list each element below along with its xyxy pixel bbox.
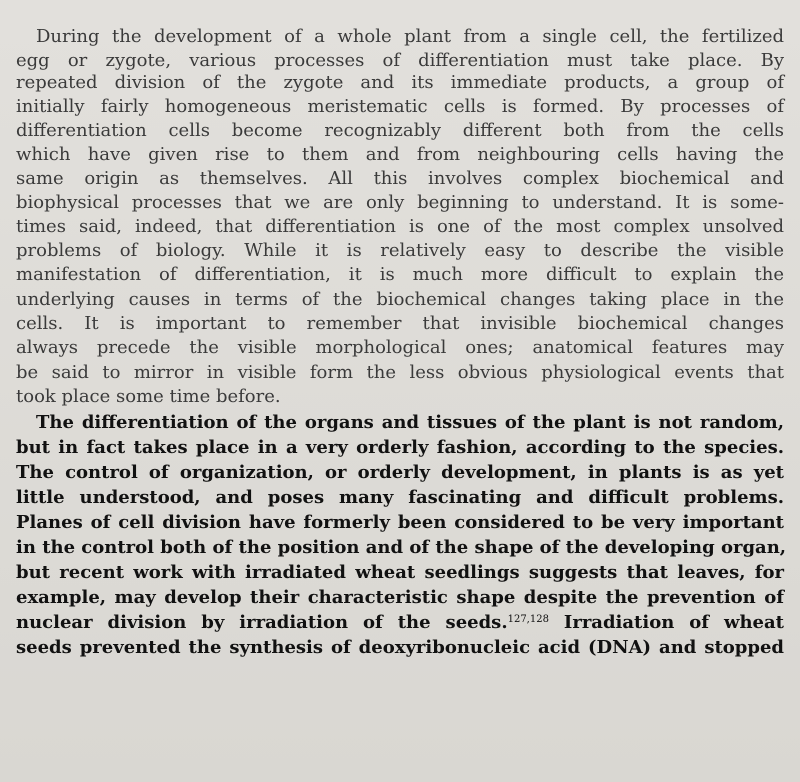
text-line: cells. It is important to remember that invisible biochemical changes bbox=[16, 313, 784, 334]
text-line: During the development of a whole plant from a single cell, the fertilized bbox=[36, 26, 784, 47]
text-segment: nuclear division by irradiation of the seeds. bbox=[16, 612, 508, 633]
text-line: be said to mirror in visible form the less obvious physiological events that bbox=[16, 362, 784, 383]
text-line: same origin as themselves. All this involves complex biochemical and bbox=[16, 168, 784, 189]
text-line: took place some time before. bbox=[16, 386, 281, 407]
text-line: problems of biology. While it is relatively easy to describe the visible bbox=[16, 240, 784, 261]
citation-superscript: 127,128 bbox=[507, 614, 549, 625]
text-line: example, may develop their characteristic shape despite the prevention of bbox=[16, 587, 784, 608]
text-line: seeds prevented the synthesis of deoxyribonucleic acid (DNA) and stopped bbox=[16, 637, 784, 658]
text-line: underlying causes in terms of the biochemical changes taking place in the bbox=[16, 289, 784, 310]
text-line: Planes of cell division have formerly been considered to be very important bbox=[16, 512, 784, 533]
text-line: The control of organization, or orderly development, in plants is as yet bbox=[16, 462, 784, 483]
text-line: times said, indeed, that differentiation is one of the most complex unsolved bbox=[16, 216, 784, 237]
text-segment: Irradiation of wheat bbox=[563, 612, 784, 633]
text-line: repeated division of the zygote and its immediate products, a group of bbox=[16, 72, 784, 93]
text-line: in the control both of the position and of the shape of the developing organ, bbox=[16, 537, 787, 558]
text-line: little understood, and poses many fascinating and difficult problems. bbox=[16, 487, 784, 508]
text-line: but recent work with irradiated wheat seedlings suggests that leaves, for bbox=[16, 562, 784, 583]
text-line: egg or zygote, various processes of differentiation must take place. By bbox=[16, 50, 784, 71]
text-line: which have given rise to them and from neighbouring cells having the bbox=[16, 144, 784, 165]
text-line: always precede the visible morphological ones; anatomical features may bbox=[16, 337, 784, 358]
text-line: but in fact takes place in a very orderly fashion, according to the species. bbox=[16, 437, 784, 458]
text-line: initially fairly homogeneous meristematic cells is formed. By processes of bbox=[16, 96, 784, 117]
text-line: biophysical processes that we are only beginning to understand. It is some- bbox=[16, 192, 784, 213]
text-line: The differentiation of the organs and tissues of the plant is not random, bbox=[36, 412, 784, 433]
text-line: manifestation of differentiation, it is much more difficult to explain the bbox=[16, 264, 784, 285]
text-line: differentiation cells become recognizably different both from the cells bbox=[16, 120, 784, 141]
text-line-with-citation bbox=[16, 612, 784, 634]
